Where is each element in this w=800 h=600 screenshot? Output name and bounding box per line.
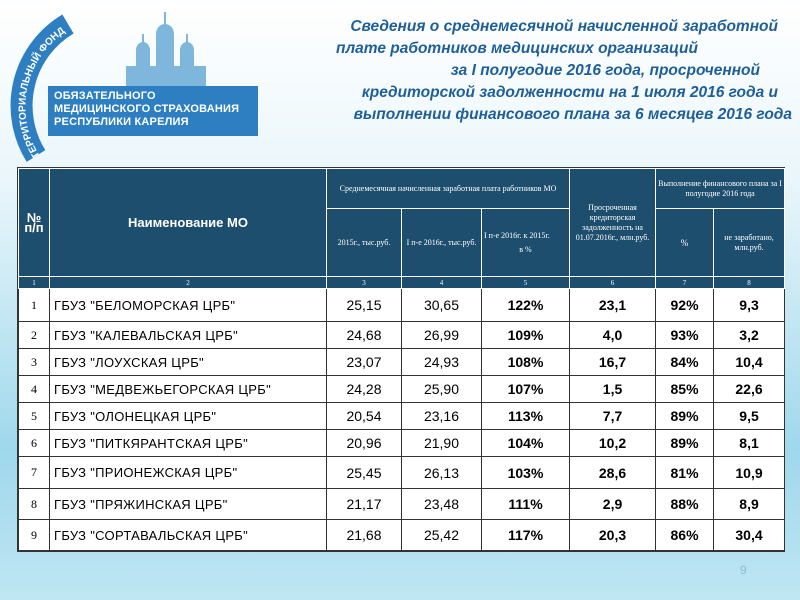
- row-plan-pct: 81%: [656, 457, 714, 489]
- row-salary-2016: 25,90: [402, 376, 482, 403]
- row-name: ГБУЗ "ЛОУХСКАЯ ЦРБ": [50, 349, 327, 376]
- row-plan-not-earned: 8,1: [714, 430, 785, 457]
- row-debt: 16,7: [570, 349, 656, 376]
- row-debt: 10,2: [570, 430, 656, 457]
- row-salary-ratio: 111%: [482, 489, 570, 520]
- row-salary-2016: 21,90: [402, 430, 482, 457]
- logo: [8, 6, 258, 166]
- table-row: [19, 457, 785, 489]
- table-row: [19, 430, 785, 457]
- table-body: [19, 289, 785, 551]
- slide-title: [252, 16, 792, 126]
- column-number: 2: [50, 277, 327, 289]
- table-row: [19, 376, 785, 403]
- row-salary-2015: 25,45: [327, 457, 402, 489]
- row-salary-2015: 20,54: [327, 403, 402, 430]
- row-number: 5: [19, 403, 50, 430]
- row-salary-ratio: 113%: [482, 403, 570, 430]
- page-number: 9: [740, 563, 747, 577]
- table-row: [19, 349, 785, 376]
- row-plan-pct: 93%: [656, 322, 714, 349]
- row-salary-2016: 26,99: [402, 322, 482, 349]
- row-debt: 1,5: [570, 376, 656, 403]
- row-plan-pct: 89%: [656, 430, 714, 457]
- row-debt: 7,7: [570, 403, 656, 430]
- table-row: [19, 403, 785, 430]
- row-number: 8: [19, 489, 50, 520]
- row-number: 4: [19, 376, 50, 403]
- title-line: кредиторской задолженности на 1 июля 2016 года и: [361, 84, 778, 101]
- row-salary-ratio: 122%: [482, 289, 570, 322]
- row-plan-pct: 86%: [656, 520, 714, 551]
- row-debt: 23,1: [570, 289, 656, 322]
- column-number: 8: [714, 277, 785, 289]
- row-name: ГБУЗ "МЕДВЕЖЬЕГОРСКАЯ ЦРБ": [50, 376, 327, 403]
- row-debt: 4,0: [570, 322, 656, 349]
- logo-line: МЕДИЦИНСКОГО СТРАХОВАНИЯ: [54, 103, 240, 115]
- row-debt: 20,3: [570, 520, 656, 551]
- header-sal-ratio: [482, 209, 570, 277]
- row-plan-pct: 84%: [656, 349, 714, 376]
- header-num: № п/п: [19, 169, 50, 277]
- row-name: ГБУЗ "ПРЯЖИНСКАЯ ЦРБ": [50, 489, 327, 520]
- header-sal-2016: I п-е 2016г., тыс.руб.: [402, 209, 482, 277]
- title-line: Сведения о среднемесячной начисленной заработной: [350, 18, 778, 35]
- row-plan-not-earned: 9,3: [714, 289, 785, 322]
- row-plan-not-earned: 22,6: [714, 376, 785, 403]
- row-plan-pct: 88%: [656, 489, 714, 520]
- column-number: 6: [570, 277, 656, 289]
- row-plan-pct: 85%: [656, 376, 714, 403]
- row-name: ГБУЗ "КАЛЕВАЛЬСКАЯ ЦРБ": [50, 322, 327, 349]
- row-plan-not-earned: 10,9: [714, 457, 785, 489]
- row-salary-ratio: 107%: [482, 376, 570, 403]
- table-row: [19, 520, 785, 551]
- row-salary-2016: 30,65: [402, 289, 482, 322]
- row-name: ГБУЗ "ПРИОНЕЖСКАЯ ЦРБ": [50, 457, 327, 489]
- row-salary-ratio: 117%: [482, 520, 570, 551]
- row-salary-ratio: 104%: [482, 430, 570, 457]
- title-line: плате работников медицинских организаций: [336, 40, 698, 57]
- row-debt: 28,6: [570, 457, 656, 489]
- header-salary-group: Среднемесячная начисленная заработная плата работников МО: [327, 169, 570, 209]
- title-line: за I полугодие 2016 года, просроченной: [450, 62, 760, 79]
- header-name: Наименование МО: [50, 169, 327, 277]
- row-name: ГБУЗ "ПИТКЯРАНТСКАЯ ЦРБ": [50, 430, 327, 457]
- row-salary-2016: 23,48: [402, 489, 482, 520]
- row-number: 3: [19, 349, 50, 376]
- row-plan-pct: 89%: [656, 403, 714, 430]
- row-salary-2015: 24,28: [327, 376, 402, 403]
- column-number-row: [19, 277, 785, 289]
- row-salary-ratio: 109%: [482, 322, 570, 349]
- row-plan-pct: 92%: [656, 289, 714, 322]
- row-number: 1: [19, 289, 50, 322]
- data-table: [17, 167, 785, 552]
- header-sal-ratio-label: I п-е 2016г. к 2015г.: [484, 230, 550, 240]
- column-number: 1: [19, 277, 50, 289]
- row-salary-2015: 21,68: [327, 520, 402, 551]
- header-debt: Просроченная кредиторская задолженность на 01.07.2016г., млн.руб.: [570, 169, 656, 277]
- column-number: 4: [402, 277, 482, 289]
- row-salary-2016: 24,93: [402, 349, 482, 376]
- header-sal-2015: 2015г., тыс.руб.: [327, 209, 402, 277]
- row-salary-ratio: 103%: [482, 457, 570, 489]
- header-sal-ratio-unit: в %: [519, 244, 532, 254]
- logo-arc-text: ТЕРРИТОРИАЛЬНЫЙ ФОНД: [17, 25, 68, 161]
- table-row: [19, 322, 785, 349]
- row-number: 9: [19, 520, 50, 551]
- row-plan-not-earned: 8,9: [714, 489, 785, 520]
- title-line: выполнении финансового плана за 6 месяцев 2016 года: [353, 106, 792, 123]
- row-salary-2015: 20,96: [327, 430, 402, 457]
- row-number: 2: [19, 322, 50, 349]
- row-salary-ratio: 108%: [482, 349, 570, 376]
- column-number: 5: [482, 277, 570, 289]
- row-plan-not-earned: 3,2: [714, 322, 785, 349]
- header-plan-pct: %: [656, 209, 714, 277]
- table-row: [19, 289, 785, 322]
- row-debt: 2,9: [570, 489, 656, 520]
- header-plan-group: Выполнение финансового плана за I полугодие 2016 года: [656, 169, 785, 209]
- logo-line: РЕСПУБЛИКИ КАРЕЛИЯ: [54, 116, 189, 128]
- row-name: ГБУЗ "ОЛОНЕЦКАЯ ЦРБ": [50, 403, 327, 430]
- row-salary-2016: 25,42: [402, 520, 482, 551]
- logo-banner: [48, 86, 258, 136]
- row-plan-not-earned: 9,5: [714, 403, 785, 430]
- row-number: 6: [19, 430, 50, 457]
- row-salary-2016: 26,13: [402, 457, 482, 489]
- table-row: [19, 489, 785, 520]
- row-number: 7: [19, 457, 50, 489]
- row-salary-2015: 25,15: [327, 289, 402, 322]
- header-plan-not-earned: не заработано, млн.руб.: [714, 209, 785, 277]
- column-number: 3: [327, 277, 402, 289]
- logo-line: ОБЯЗАТЕЛЬНОГО: [54, 90, 156, 102]
- row-name: ГБУЗ "БЕЛОМОРСКАЯ ЦРБ": [50, 289, 327, 322]
- row-salary-2015: 24,68: [327, 322, 402, 349]
- row-salary-2015: 23,07: [327, 349, 402, 376]
- row-salary-2015: 21,17: [327, 489, 402, 520]
- row-name: ГБУЗ "СОРТАВАЛЬСКАЯ ЦРБ": [50, 520, 327, 551]
- column-number: 7: [656, 277, 714, 289]
- row-salary-2016: 23,16: [402, 403, 482, 430]
- row-plan-not-earned: 30,4: [714, 520, 785, 551]
- row-plan-not-earned: 10,4: [714, 349, 785, 376]
- church-domes-icon: [106, 6, 226, 86]
